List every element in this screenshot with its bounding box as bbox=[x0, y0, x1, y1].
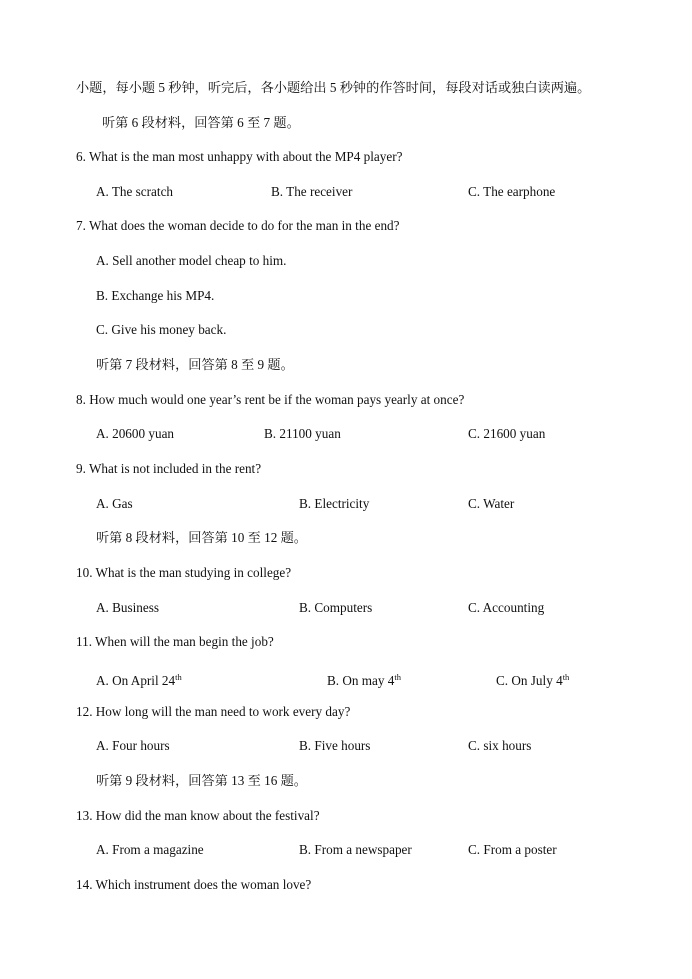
question-12: 12. How long will the man need to work every day? bbox=[76, 704, 351, 719]
question-6: 6. What is the man most unhappy with about the MP4 player? bbox=[76, 149, 403, 164]
option-6c: C. The earphone bbox=[468, 184, 556, 199]
option-7c: C. Give his money back. bbox=[96, 322, 227, 337]
option-10a: A. Business bbox=[96, 600, 160, 615]
option-10b: B. Computers bbox=[299, 600, 373, 615]
option-8b: B. 21100 yuan bbox=[264, 426, 341, 441]
question-9: 9. What is not included in the rent? bbox=[76, 461, 262, 476]
section-heading-7: 听第 7 段材料，回答第 8 至 9 题。 bbox=[96, 357, 294, 372]
section-heading-8: 听第 8 段材料，回答第 10 至 12 题。 bbox=[96, 530, 307, 545]
option-8c: C. 21600 yuan bbox=[468, 426, 546, 441]
option-13a: A. From a magazine bbox=[96, 842, 204, 857]
option-13b: B. From a newspaper bbox=[299, 842, 412, 857]
question-8: 8. How much would one year’s rent be if the woman pays yearly at once? bbox=[76, 392, 465, 407]
option-7a: A. Sell another model cheap to him. bbox=[96, 253, 287, 268]
option-11a: A. On April 24th bbox=[96, 672, 182, 688]
instructions-text: 小题，每小题 5 秒钟，听完后，各小题给出 5 秒钟的作答时间，每段对话或独白读两遍。 bbox=[76, 80, 591, 95]
option-13c: C. From a poster bbox=[468, 842, 557, 857]
option-9a: A. Gas bbox=[96, 496, 133, 511]
option-11c: C. On July 4th bbox=[496, 672, 570, 688]
option-6b: B. The receiver bbox=[271, 184, 353, 199]
option-8a: A. 20600 yuan bbox=[96, 426, 175, 441]
question-13: 13. How did the man know about the festival? bbox=[76, 808, 320, 823]
option-6a: A. The scratch bbox=[96, 184, 174, 199]
option-9b: B. Electricity bbox=[299, 496, 370, 511]
question-11: 11. When will the man begin the job? bbox=[76, 634, 274, 649]
option-12b: B. Five hours bbox=[299, 738, 371, 753]
option-10c: C. Accounting bbox=[468, 600, 545, 615]
option-12c: C. six hours bbox=[468, 738, 532, 753]
question-7: 7. What does the woman decide to do for the man in the end? bbox=[76, 218, 400, 233]
option-12a: A. Four hours bbox=[96, 738, 170, 753]
section-heading-6: 听第 6 段材料，回答第 6 至 7 题。 bbox=[102, 115, 300, 130]
option-11b: B. On may 4th bbox=[327, 672, 402, 688]
option-9c: C. Water bbox=[468, 496, 515, 511]
question-14: 14. Which instrument does the woman love? bbox=[76, 877, 312, 892]
option-7b: B. Exchange his MP4. bbox=[96, 288, 215, 303]
question-10: 10. What is the man studying in college? bbox=[76, 565, 292, 580]
section-heading-9: 听第 9 段材料，回答第 13 至 16 题。 bbox=[96, 773, 307, 788]
